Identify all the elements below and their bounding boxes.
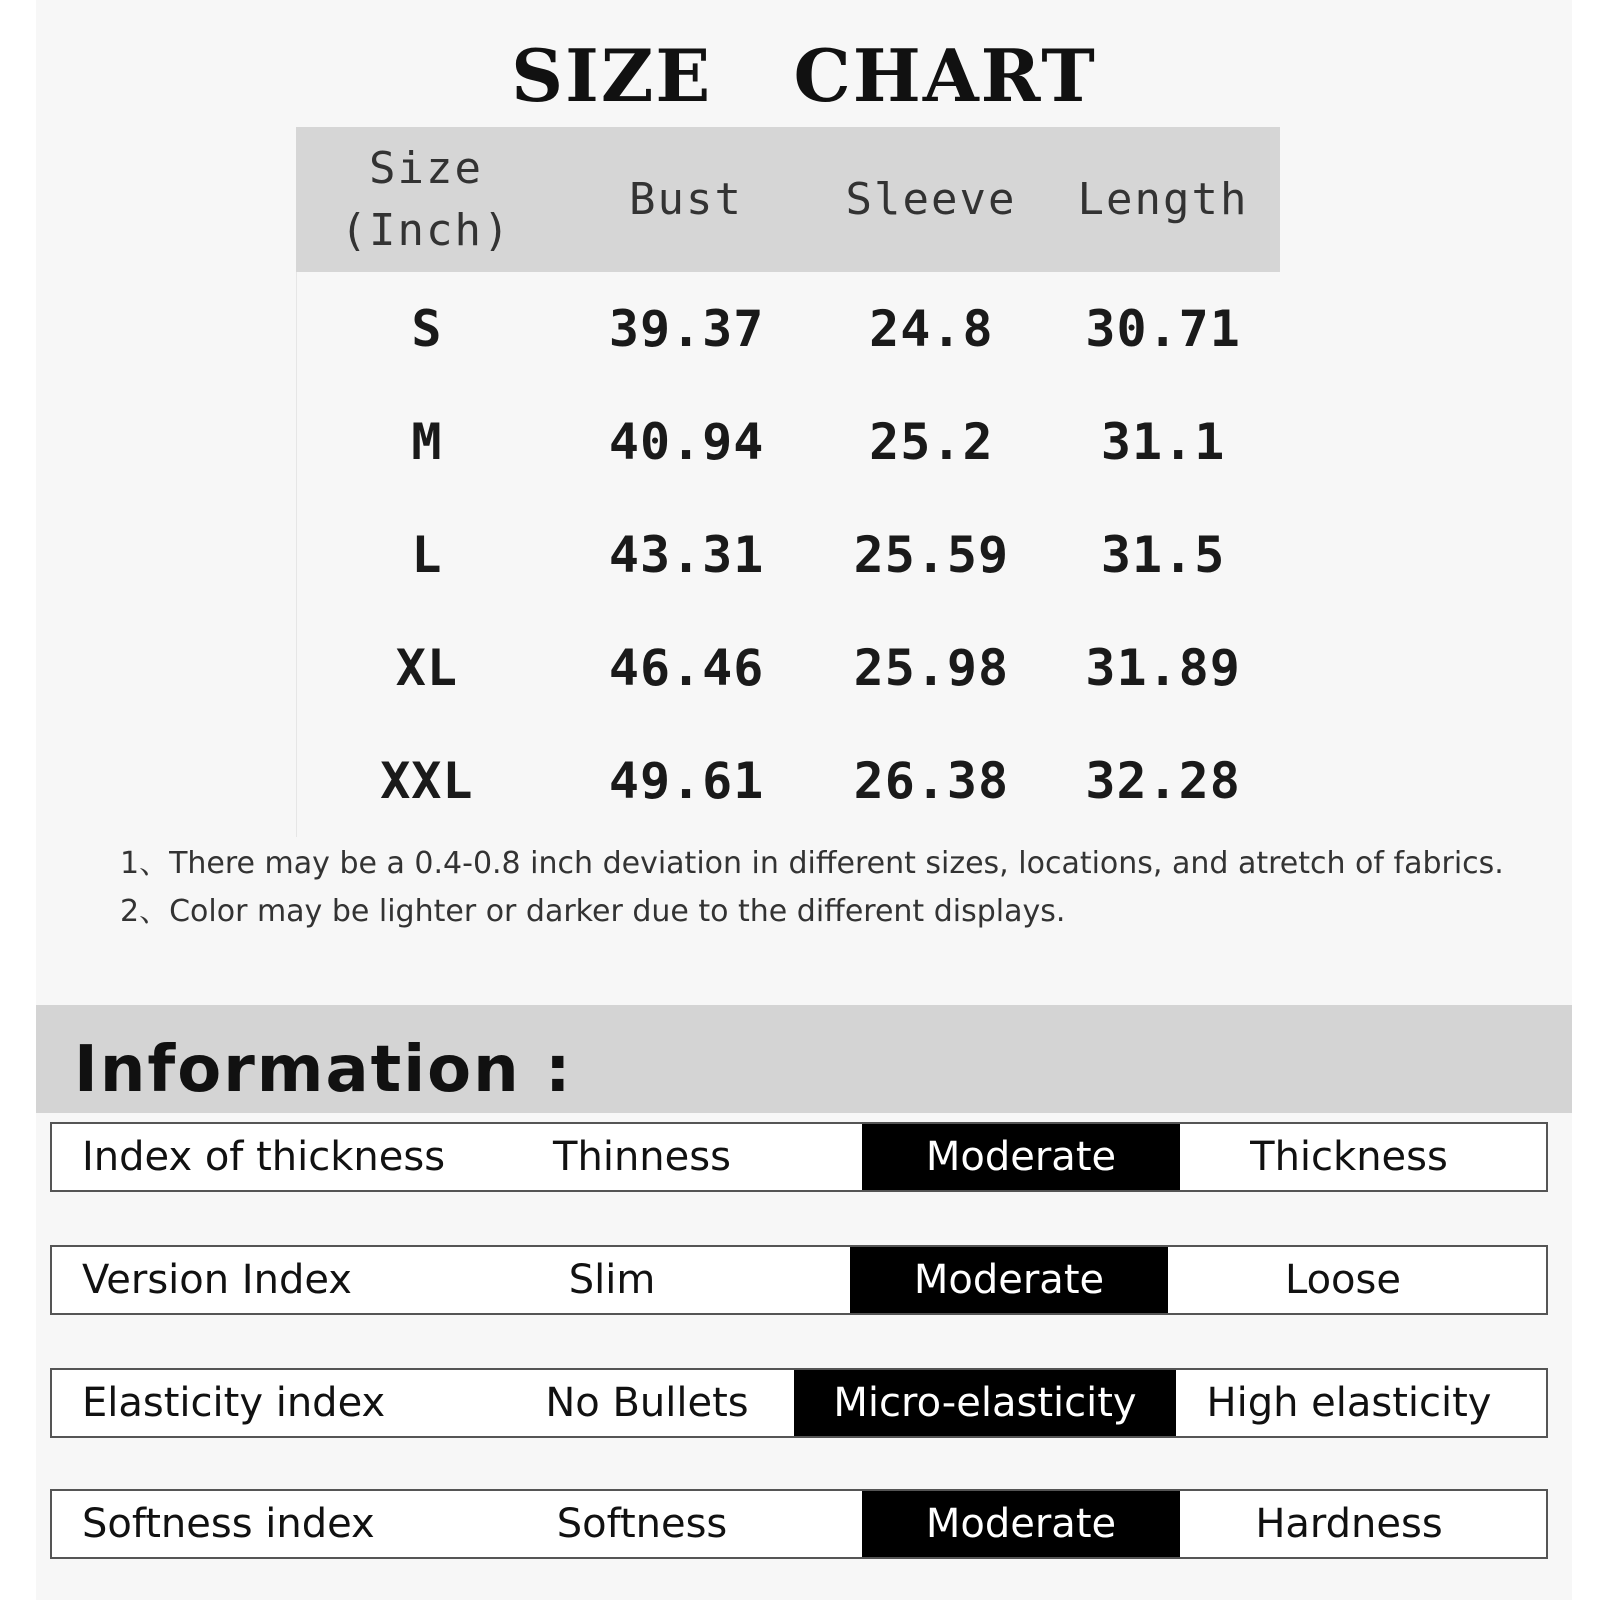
info-row-label: Index of thickness: [82, 1134, 446, 1180]
table-row: [297, 498, 1280, 611]
option-high-elasticity: High elasticity: [1206, 1380, 1492, 1426]
header-length: Length: [1077, 173, 1249, 225]
information-title: Information :: [74, 1033, 573, 1107]
option-micro-elasticity-selected: Micro-elasticity: [794, 1370, 1176, 1436]
size-cell: M: [411, 412, 443, 471]
option-thickness: Thickness: [1250, 1134, 1448, 1180]
option-moderate-selected: Moderate: [850, 1247, 1168, 1313]
information-banner: [36, 1005, 1572, 1113]
info-row-label: Version Index: [82, 1257, 352, 1303]
size-chart-page: [36, 0, 1572, 1600]
info-row-softness: [50, 1489, 1548, 1559]
table-header-row: [296, 127, 1280, 272]
info-row-thickness: [50, 1122, 1548, 1192]
notes: [120, 840, 1504, 936]
bust-cell: 49.61: [608, 751, 765, 810]
sleeve-cell: 24.8: [869, 299, 994, 358]
option-loose: Loose: [1285, 1257, 1401, 1303]
length-cell: 31.89: [1085, 638, 1241, 697]
sleeve-cell: 25.98: [853, 638, 1010, 697]
bust-cell: 39.37: [608, 299, 765, 358]
table-row: [297, 724, 1280, 837]
note-item: 2、Color may be lighter or darker due to the different displays.: [120, 894, 1066, 929]
option-moderate-selected: Moderate: [862, 1491, 1180, 1557]
table-row: [297, 272, 1280, 385]
length-cell: 32.28: [1085, 751, 1241, 810]
option-moderate-selected: Moderate: [862, 1124, 1180, 1190]
bust-cell: 46.46: [608, 638, 765, 697]
length-cell: 30.71: [1085, 299, 1241, 358]
header-size: Size (Inch): [340, 142, 512, 256]
option-thinness: Thinness: [553, 1134, 731, 1180]
info-row-version: [50, 1245, 1548, 1315]
length-cell: 31.1: [1100, 412, 1226, 471]
bust-cell: 40.94: [608, 412, 765, 471]
header-sleeve: Sleeve: [845, 173, 1017, 225]
bust-cell: 43.31: [608, 525, 765, 584]
info-row-label: Softness index: [82, 1501, 375, 1547]
info-row-elasticity: [50, 1368, 1548, 1438]
table-row: [297, 385, 1280, 498]
option-hardness: Hardness: [1255, 1501, 1443, 1547]
size-cell: XL: [395, 638, 458, 697]
size-table: [296, 127, 1280, 837]
note-item: 1、There may be a 0.4-0.8 inch deviation in different sizes, locations, and atretch of fabrics.: [120, 846, 1504, 881]
option-slim: Slim: [568, 1257, 656, 1303]
sleeve-cell: 25.59: [853, 525, 1010, 584]
size-cell: L: [411, 525, 443, 584]
option-no-bullets: No Bullets: [545, 1380, 749, 1426]
page-title: SIZE CHART: [511, 33, 1097, 118]
option-softness: Softness: [556, 1501, 728, 1547]
size-cell: S: [411, 299, 443, 358]
header-bust: Bust: [629, 173, 743, 225]
info-row-label: Elasticity index: [82, 1380, 386, 1426]
table-body: [296, 272, 1280, 837]
length-cell: 31.5: [1100, 525, 1226, 584]
size-cell: XXL: [380, 751, 474, 810]
sleeve-cell: 26.38: [853, 751, 1010, 810]
table-row: [297, 611, 1280, 724]
sleeve-cell: 25.2: [869, 412, 994, 471]
